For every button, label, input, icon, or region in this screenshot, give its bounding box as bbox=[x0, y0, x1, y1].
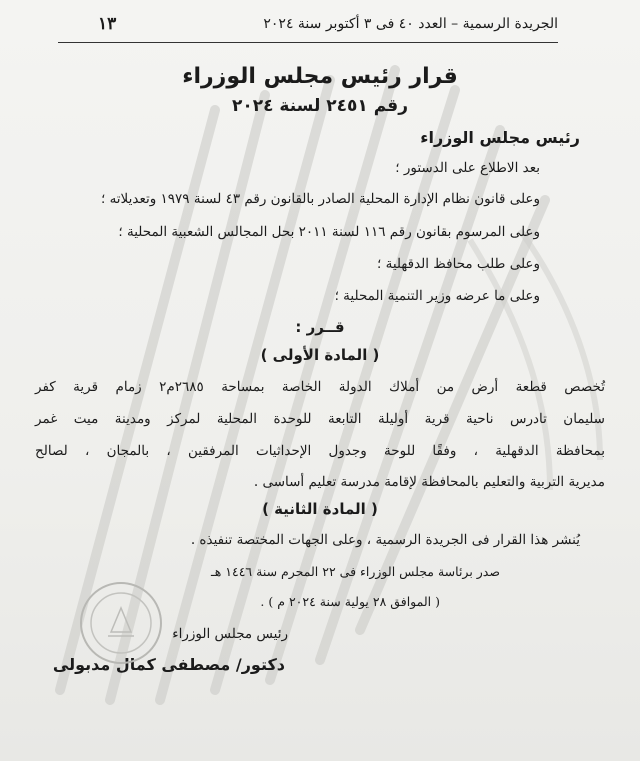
page-header bbox=[58, 12, 558, 43]
article-2-text: يُنشر هذا القرار فى الجريدة الرسمية ، وعلى الجهات المختصة تنفيذه . bbox=[190, 532, 580, 548]
article-1-line: تُخصص قطعة أرض من أملاك الدولة الخاصة بمساحة ٢٦٨٥م٢ زمام قرية كفر bbox=[35, 379, 605, 395]
decree-title: قرار رئيس مجلس الوزراء bbox=[182, 64, 458, 89]
preamble-line: وعلى قانون نظام الإدارة المحلية الصادر بالقانون رقم ٤٣ لسنة ١٩٧٩ وتعديلاته ؛ bbox=[100, 191, 540, 207]
article-1-heading: ( المادة الأولى ) bbox=[260, 346, 380, 364]
signature-title: رئيس مجلس الوزراء bbox=[172, 626, 288, 642]
issuer-heading: رئيس مجلس الوزراء bbox=[420, 128, 580, 147]
preamble-line: وعلى المرسوم بقانون رقم ١١٦ لسنة ٢٠١١ بحل المجالس الشعبية المحلية ؛ bbox=[118, 224, 540, 240]
gazette-header-title: الجريدة الرسمية – العدد ٤٠ فى ٣ أكتوبر سنة ٢٠٢٤ bbox=[263, 16, 558, 32]
article-1-line: سليمان تادرس ناحية قرية أوليلة التابعة للوحدة المحلية لمركز ومدينة ميت غمر bbox=[35, 411, 605, 427]
preamble-line: بعد الاطلاع على الدستور ؛ bbox=[395, 160, 540, 176]
article-1-line: مديرية التربية والتعليم بالمحافظة لإقامة مدرسة تعليم أساسى . bbox=[253, 474, 605, 490]
decided-label: قــرر : bbox=[295, 318, 345, 336]
decree-number: رقم ٢٤٥١ لسنة ٢٠٢٤ bbox=[232, 96, 408, 116]
issued-date-hijri: صدر برئاسة مجلس الوزراء فى ٢٢ المحرم سنة ١٤٤٦ هـ bbox=[211, 564, 500, 579]
official-seal-icon bbox=[78, 580, 164, 666]
article-1-line: بمحافظة الدقهلية ، وفقًا للوحة وجدول الإحداثيات المرفقين ، بالمجان ، لصالح bbox=[35, 443, 605, 459]
page-number: ١٣ bbox=[98, 14, 117, 34]
preamble-line: وعلى ما عرضه وزير التنمية المحلية ؛ bbox=[334, 288, 540, 304]
preamble-line: وعلى طلب محافظ الدقهلية ؛ bbox=[377, 256, 540, 272]
article-2-heading: ( المادة الثانية ) bbox=[262, 500, 378, 518]
issued-date-gregorian: ( الموافق ٢٨ يولية سنة ٢٠٢٤ م ) . bbox=[260, 594, 440, 609]
signature-name: دكتور/ مصطفى كمال مدبولى bbox=[52, 655, 285, 674]
